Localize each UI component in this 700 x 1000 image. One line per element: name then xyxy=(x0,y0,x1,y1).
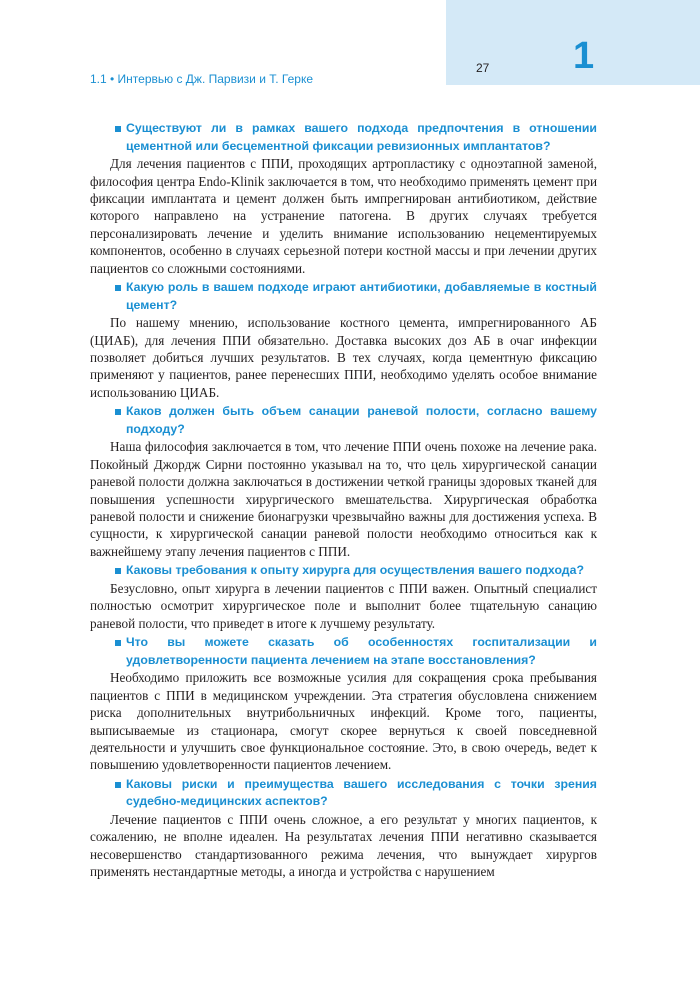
question-heading: Что вы можете сказать об особенностях госпитализации и удовлетворенности пациента лечением на этапе восстановления? xyxy=(90,634,597,669)
answer-paragraph: Лечение пациентов с ППИ очень сложное, а его результат у многих пациентов, к сожалению, не вполне идеален. На результатах лечения ППИ негативно сказывается несовершенство стандартизованного режима лечения, что вынуждает хирургов применять нестандартные методы, а иногда и устройства с нарушением xyxy=(90,811,597,880)
answer-paragraph: По нашему мнению, использование костного цемента, импрегнированного АБ (ЦИАБ), для лечения ППИ обязательно. Доставка высоких доз АБ в очаг инфекции позволяет добиться лучших результатов. В тех случаях, когда цементную фиксацию применяют у пациентов, ранее перенесших ППИ, необходимо уделять особое внимание использованию ЦИАБ. xyxy=(90,315,597,400)
bullet-square-icon xyxy=(115,568,121,574)
answer-paragraph: Наша философия заключается в том, что лечение ППИ очень похоже на лечение рака. Покойный Джордж Сирни постоянно указывал на то, что цель хирургической санации раневой полости должна заключаться в достижении четкой границы здоровых тканей для повышения успешности хирургического вмешательства. Хирургическая обработка раневой полости и снижение бионагрузки чрезвычайно важны для достижения успеха. В сущности, к хирургической санации раневой полости необходимо относиться как к важнейшему этапу лечения пациентов с ППИ. xyxy=(90,439,597,559)
bullet-square-icon xyxy=(115,126,121,132)
bullet-square-icon xyxy=(115,285,121,291)
question-heading: Каковы требования к опыту хирурга для осуществления вашего подхода? xyxy=(90,562,597,580)
running-header: 1.1 • Интервью с Дж. Парвизи и Т. Герке xyxy=(90,72,314,86)
chapter-number: 1 xyxy=(573,35,595,77)
answer-paragraph: Безусловно, опыт хирурга в лечении пациентов с ППИ важен. Опытный специалист полностью осмотрит хирургическое поле и выполнит более тщательную санацию раневой полости, что приведет в итоге к лучшему результату. xyxy=(90,580,597,631)
answer-paragraph: Для лечения пациентов с ППИ, проходящих артропластику с одноэтапной заменой, философия центра Endo-Klinik заключается в том, что необходимо применять цемент при фиксации имплантата и цемент должен быть импрегнирован антибиотиком, действие которого направлено на устранение патогена. В других случаях требуется персонализировать лечение и уделить внимание использованию нецементируемых компонентов, особенно в случаях серьезной потери костной массы и при лечении других пациентов со сложными состояниями. xyxy=(90,156,597,276)
question-heading: Каковы риски и преимущества вашего исследования с точки зрения судебно-медицинских аспектов? xyxy=(90,776,597,811)
question-heading: Какую роль в вашем подходе играют антибиотики, добавляемые в костный цемент? xyxy=(90,279,597,314)
bullet-square-icon xyxy=(115,409,121,415)
question-heading: Каков должен быть объем санации раневой полости, согласно вашему подходу? xyxy=(90,403,597,438)
bullet-square-icon xyxy=(115,640,121,646)
answer-paragraph: Необходимо приложить все возможные усилия для сокращения срока пребывания пациентов с ППИ в медицинском учреждении. Эта стратегия обусловлена снижением риска дополнительных внутрибольничных инфекций. Кроме того, пациенты, выписываемые из стационара, смогут скорее вернуться к своей повседневной деятельности и улучшить свое функциональное состояние. Это, в свою очередь, ведет к повышению удовлетворенности пациентов лечением. xyxy=(90,670,597,773)
question-heading: Существуют ли в рамках вашего подхода предпочтения в отношении цементной или бесцементной фиксации ревизионных имплантатов? xyxy=(90,120,597,155)
interview-body xyxy=(90,120,597,883)
page-number: 27 xyxy=(476,61,490,75)
bullet-square-icon xyxy=(115,782,121,788)
